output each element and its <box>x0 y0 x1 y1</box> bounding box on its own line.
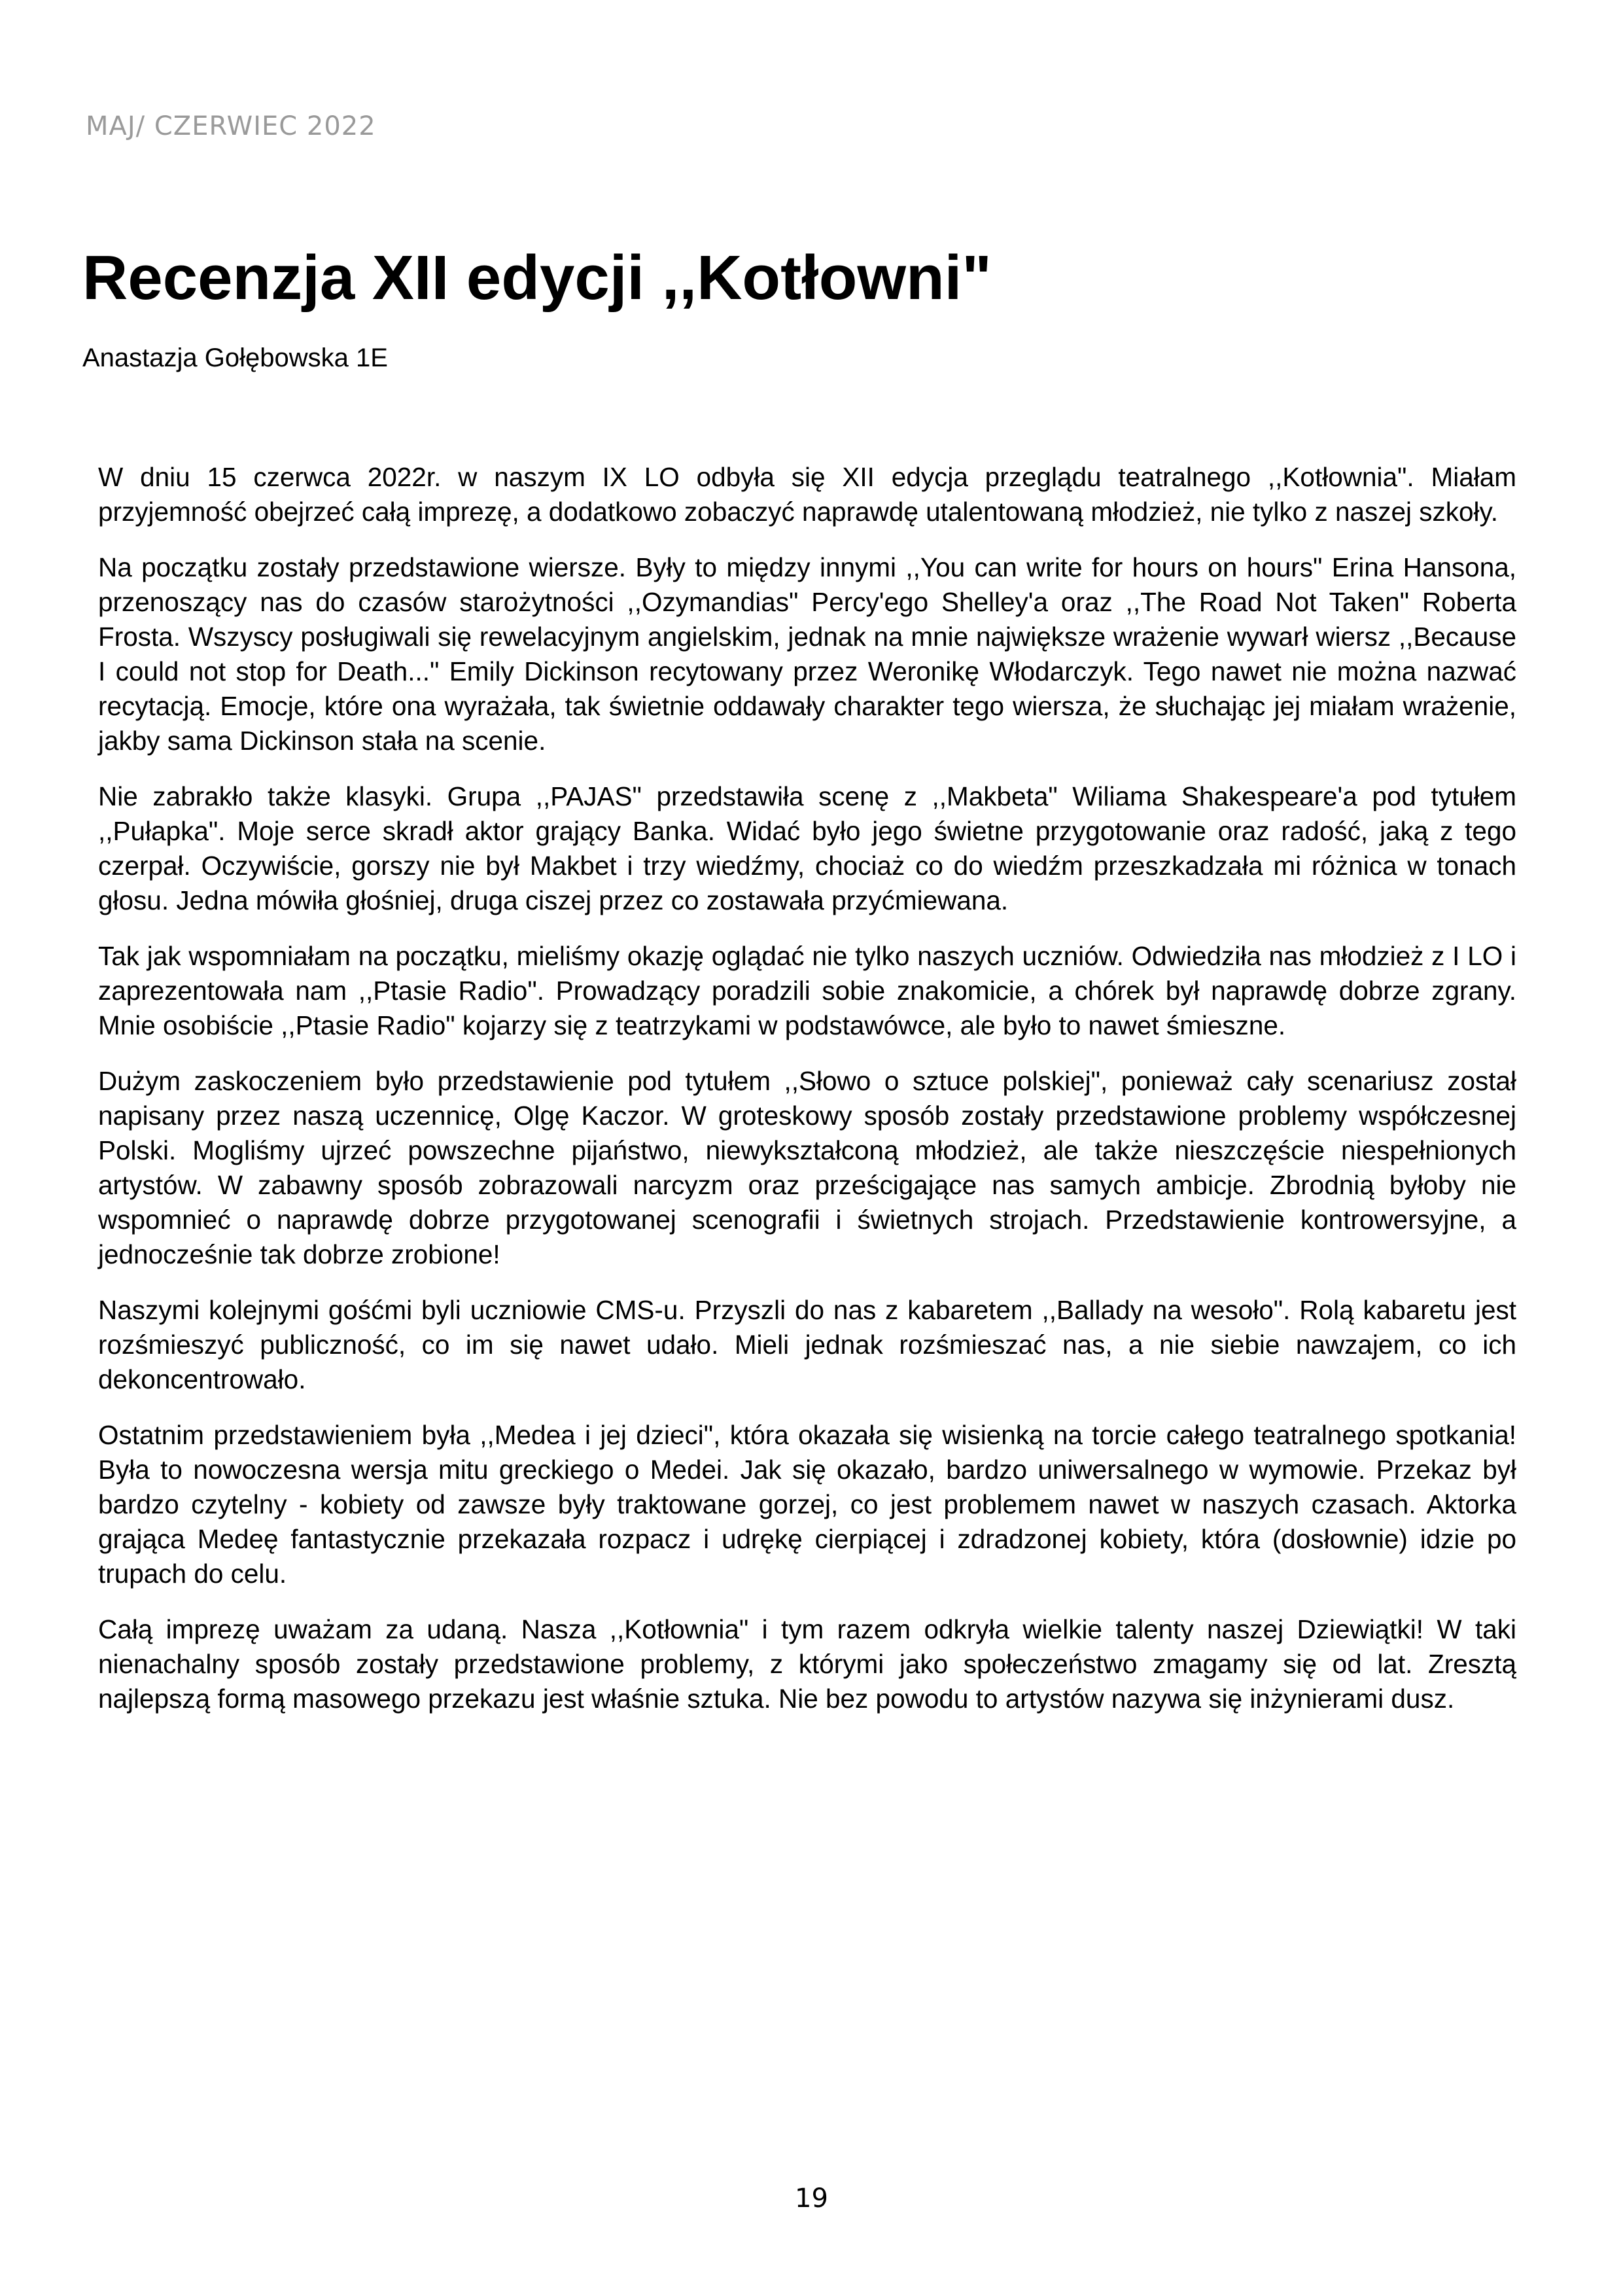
paragraph-7: Ostatnim przedstawieniem była ,,Medea i jej dzieci", która okazała się wisienką na torcie całego teatralnego spotkania! Była to nowoczesna wersja mitu greckiego o Medei. Jak się okazało, bardzo uniwersalnego w wymowie. Przekaz był bardzo czytelny - kobiety od zawsze były traktowane gorzej, co jest problemem nawet w naszych czasach. Aktorka grająca Medeę fantastycznie przekazała rozpacz i udrękę cierpiącej i zdradzonej kobiety, która (dosłownie) idzie po trupach do celu. <box>98 1420 1516 1589</box>
article-title: Recenzja XII edycji ,,Kotłowni" <box>82 243 992 313</box>
paragraph-4: Tak jak wspomniałam na początku, mieliśmy okazję oglądać nie tylko naszych uczniów. Odwiedziła nas młodzież z I LO i zaprezentowała nam ,,Ptasie Radio". Prowadzący poradzili sobie znakomicie, a chórek był naprawdę dobrze zgrany. Mnie osobiście ,,Ptasie Radio" kojarzy się z teatrzykami w podstawówce, ale było to nawet śmieszne. <box>98 941 1516 1040</box>
paragraph-5: Dużym zaskoczeniem było przedstawienie pod tytułem ,,Słowo o sztuce polskiej", ponieważ cały scenariusz został napisany przez naszą uczennicę, Olgę Kaczor. W groteskowy sposób zostały przedstawione problemy współczesnej Polski. Mogliśmy ujrzeć powszechne pijaństwo, niewykształconą młodzież, ale także nieszczęście niespełnionych artystów. W zabawny sposób zobrazowali narcyzm oraz prześcigające nas samych ambicje. Zbrodnią byłoby nie wspomnieć o naprawdę dobrze przygotowanej scenografii i świetnych strojach. Przedstawienie kontrowersyjne, a jednocześnie tak dobrze zrobione! <box>98 1066 1516 1269</box>
article-body <box>98 460 1516 1737</box>
issue-header: MAJ/ CZERWIEC 2022 <box>86 111 376 141</box>
page-number: 19 <box>795 2183 828 2214</box>
paragraph-6: Naszymi kolejnymi gośćmi byli uczniowie CMS-u. Przyszli do nas z kabaretem ,,Ballady na wesoło". Rolą kabaretu jest rozśmieszyć publiczność, co im się nawet udało. Mieli jednak rozśmieszać nas, a nie siebie nawzajem, co ich dekoncentrowało. <box>98 1295 1516 1394</box>
paragraph-3: Nie zabrakło także klasyki. Grupa ,,PAJAS" przedstawiła scenę z ,,Makbeta" Wiliama Shakespeare'a pod tytułem ,,Pułapka". Moje serce skradł aktor grający Banka. Widać było jego świetne przygotowanie oraz radość, jaką z tego czerpał. Oczywiście, gorszy nie był Makbet i trzy wiedźmy, chociaż co do wiedźm przeszkadzała mi różnica w tonach głosu. Jedna mówiła głośniej, druga ciszej przez co zostawała przyćmiewana. <box>98 781 1516 915</box>
paragraph-1: W dniu 15 czerwca 2022r. w naszym IX LO odbyła się XII edycja przeglądu teatralnego ,,Kotłownia". Miałam przyjemność obejrzeć całą imprezę, a dodatkowo zobaczyć naprawdę utalentowaną młodzież, nie tylko z naszej szkoły. <box>98 462 1516 527</box>
paragraph-8: Całą imprezę uważam za udaną. Nasza ,,Kotłownia" i tym razem odkryła wielkie talenty naszej Dziewiątki! W taki nienachalny sposób zostały przedstawione problemy, z którymi jako społeczeństwo zmagamy się od lat. Zresztą najlepszą formą masowego przekazu jest właśnie sztuka. Nie bez powodu to artystów nazywa się inżynierami dusz. <box>98 1614 1516 1714</box>
article-author: Anastazja Gołębowska 1E <box>82 344 388 372</box>
paragraph-2: Na początku zostały przedstawione wiersze. Były to między innymi ,,You can write for hours on hours" Erina Hansona, przenoszący nas do czasów starożytności ,,Ozymandias" Percy'ego Shelley'a oraz ,,The Road Not Taken" Roberta Frosta. Wszyscy posługiwali się rewelacyjnym angielskim, jednak na mnie największe wrażenie wywarł wiersz ,,Because I could not stop for Death..." Emily Dickinson recytowany przez Weronikę Włodarczyk. Tego nawet nie można nazwać recytacją. Emocje, które ona wyrażała, tak świetnie oddawały charakter tego wiersza, że słuchając jej miałam wrażenie, jakby sama Dickinson stała na scenie. <box>98 552 1516 756</box>
